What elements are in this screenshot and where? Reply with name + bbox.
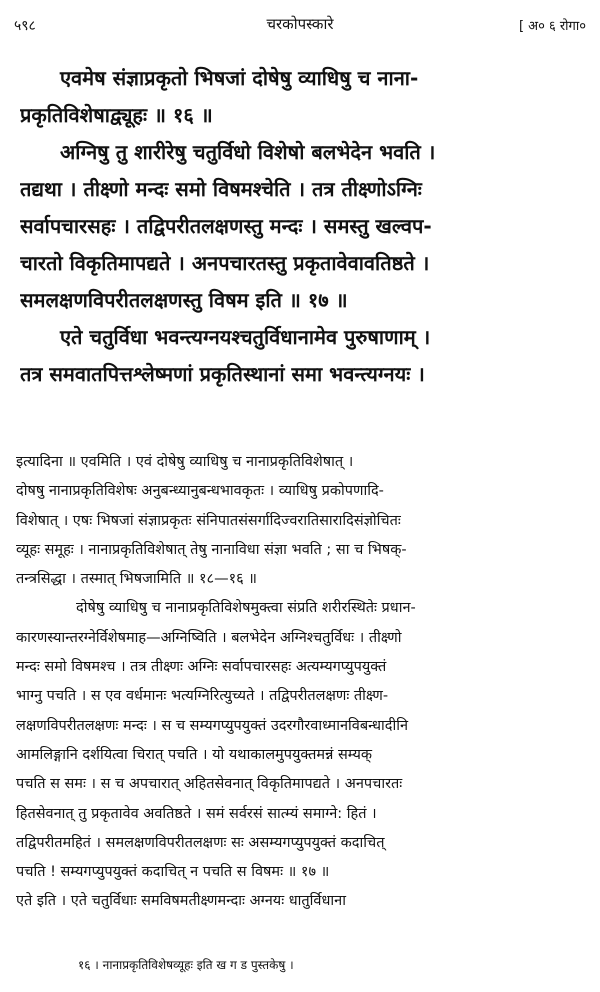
commentary-line: इत्यादिना ॥ एवमिति । एवं दोषेषु व्याधिषु च नानाप्रकृतिविशेषात् । xyxy=(16,454,354,470)
page-header xyxy=(14,14,586,38)
verse-line: एते चतुर्विधा भवन्त्यग्नयश्चतुर्विधानामेव पुरुषाणाम् । xyxy=(60,325,431,349)
commentary-line: व्यूहः समूहः । नानाप्रकृतिविशेषात् तेषु नानाविधा संज्ञा भवति ; सा च भिषक्- xyxy=(16,541,407,558)
main-verse-text xyxy=(20,60,586,393)
verse-line: तत्र समवातपित्तश्लेष्मणां प्रकृतिस्थानां समा भवन्त्यग्नयः । xyxy=(20,362,425,386)
commentary-line: मन्दः समो विषमश्च । तत्र तीक्ष्णः अग्निः सर्वापचारसहः अत्यम्यगप्युपयुक्तं xyxy=(16,659,387,676)
verse-line: एवमेष संज्ञाप्रकृतो भिषजां दोषेषु व्याधिषु च नाना- xyxy=(60,66,419,90)
commentary-line: दोषेषु व्याधिषु च नानाप्रकृतिविशेषमुक्त्वा संप्रति शरीरस्थितेः प्रधान- xyxy=(76,600,416,617)
verse-line: समलक्षणविपरीतलक्षणस्तु विषम इति ॥ १७ ॥ xyxy=(20,288,348,312)
commentary-line: पचति स समः । स च अपचारात् अहितसेवनात् विकृतिमापद्यते । अनपचारतः xyxy=(16,776,403,793)
page-number: ५९८ xyxy=(14,18,36,34)
commentary-line: हितसेवनात् तु प्रकृतावेव अवतिष्ठते । समं सर्वरसं सात्म्यं समाग्ने: हितं । xyxy=(16,805,377,822)
commentary-line: दोषषु नानाप्रकृतिविशेषः अनुबन्ध्यानुबन्धभावकृतः । व्याधिषु प्रकोपणादि- xyxy=(16,483,384,500)
commentary-line: तद्विपरीतमहितं । समलक्षणविपरीतलक्षणः सः असम्यगप्युपयुक्तं कदाचित् xyxy=(16,834,385,851)
verse-line: प्रकृतिविशेषाद्व्यूहः ॥ १६ ॥ xyxy=(20,103,213,127)
footnote: १६ । नानाप्रकृतिविशेषव्यूहः इति ख ग ड पुस्तकेषु । xyxy=(78,958,294,972)
commentary-line: तन्त्रसिद्धा । तस्मात् भिषजामिति ॥ १८—१६ ॥ xyxy=(16,571,257,588)
commentary-line: आमलिङ्गानि दर्शयित्वा चिरात् पचति । यो यथाकालमुपयुक्तमन्नं सम्यक् xyxy=(16,746,373,763)
verse-line: तद्यथा । तीक्ष्णो मन्दः समो विषमश्चेति । तत्र तीक्ष्णोऽग्निः xyxy=(20,177,422,201)
commentary-line: भाग्नु पचति । स एव वर्धमानः भत्यग्निरित्युच्यते । तद्विपरीतलक्षणः तीक्ष्ण- xyxy=(16,688,389,705)
running-title: चरकोपस्कारे xyxy=(266,15,334,33)
commentary-line: कारणस्यान्तरग्नेर्विशेषमाह—अग्निष्विति । बलभेदेन अग्निश्चतुर्विधः । तीक्ष्णो xyxy=(16,629,402,646)
verse-line: सर्वापचारसहः । तद्विपरीतलक्षणस्तु मन्दः । समस्तु खल्वप- xyxy=(20,214,432,238)
commentary-line: विशेषात् । एषः भिषजां संज्ञाप्रकृतः संनिपातसंसर्गादिज्वरातिसारादिसंज्ञोचितः xyxy=(16,512,401,529)
commentary-text xyxy=(16,448,586,917)
verse-line: चारतो विकृतिमापद्यते । अनपचारतस्तु प्रकृतावेवावतिष्ठते । xyxy=(20,251,430,275)
commentary-line: एते इति । एते चतुर्विधाः समविषमतीक्ष्णमन्दाः अग्नयः धातुर्विधाना xyxy=(16,893,346,910)
commentary-line: लक्षणविपरीतलक्षणः मन्दः । स च सम्यगप्युपयुक्तं उदरगौरवाध्मानविबन्धादीनि xyxy=(16,717,409,734)
verse-line: अग्निषु तु शारीरेषु चतुर्विधो विशेषो बलभेदेन भवति । xyxy=(60,140,436,164)
commentary-line: पचति ! सम्यगप्युपयुक्तं कदाचित् न पचति स विषमः ॥ १७ ॥ xyxy=(16,864,330,881)
chapter-reference: [ अ० ६ रोगा० xyxy=(518,19,586,34)
